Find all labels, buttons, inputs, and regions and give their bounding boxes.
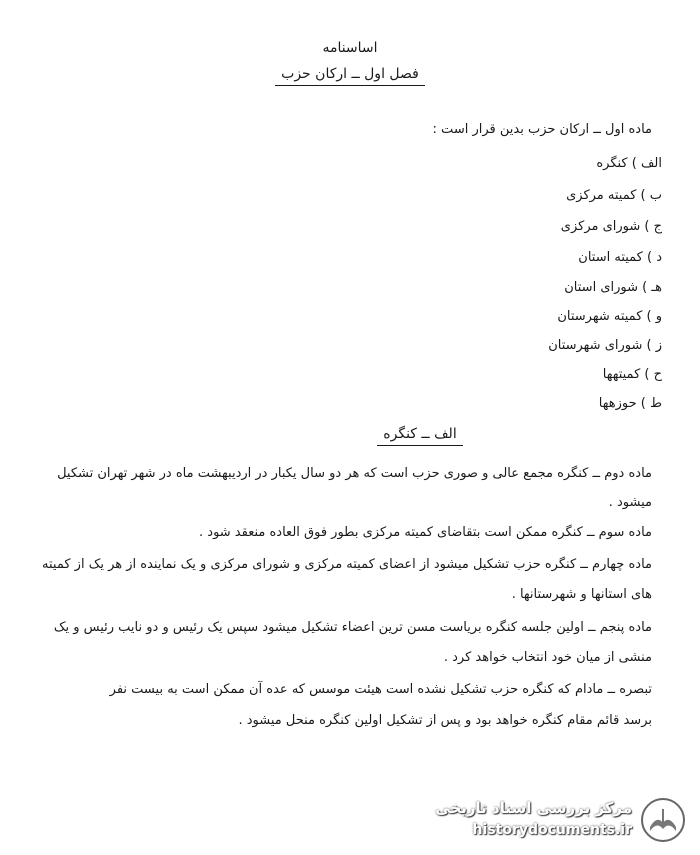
chapter-heading bbox=[0, 66, 700, 82]
chapter-heading-text: فصل اول ــ ارکان حزب bbox=[275, 66, 425, 86]
paragraph-line: ماده سوم ــ کنگره ممکن است بتقاضای کمیته مرکزی بطور فوق العاده منعقد شود . bbox=[199, 525, 652, 540]
organ-list-item: و ) کمیته شهرستان bbox=[557, 309, 662, 324]
document-title: اساسنامه bbox=[322, 40, 378, 56]
book-icon bbox=[640, 797, 686, 843]
watermark bbox=[406, 795, 686, 845]
paragraph-line: منشی از میان خود انتخاب خواهد کرد . bbox=[443, 650, 652, 665]
organ-list-item: ز ) شورای شهرستان bbox=[548, 338, 662, 353]
paragraph-line: تبصره ــ مادام که کنگره حزب تشکیل نشده است هیئت موسس که عده آن ممکن است به بیست نفر bbox=[109, 682, 652, 697]
organ-list-item: ب ) کمیته مرکزی bbox=[566, 188, 662, 203]
organ-list-item: هـ ) شورای استان bbox=[564, 280, 662, 295]
organ-list-item: الف ) کنگره bbox=[596, 156, 662, 171]
paragraph-line: های استانها و شهرستانها . bbox=[511, 587, 652, 602]
article-1-intro: ماده اول ــ ارکان حزب بدین قرار است : bbox=[432, 122, 652, 137]
organ-list-item: ط ) حوزهها bbox=[598, 396, 662, 411]
section-heading-text: الف ــ کنگره bbox=[377, 426, 462, 446]
organ-list-item: ح ) کمیتهها bbox=[602, 367, 662, 382]
organ-list-item: د ) کمیته استان bbox=[578, 250, 662, 265]
organ-list-item: ج ) شورای مرکزی bbox=[560, 219, 662, 234]
section-heading bbox=[360, 426, 480, 442]
watermark-url[interactable]: historydocuments.ir bbox=[472, 822, 632, 838]
paragraph-line: برسد قائم مقام کنگره خواهد بود و پس از تشکیل اولین کنگره منحل میشود . bbox=[238, 713, 652, 728]
paragraph-line: ماده دوم ــ کنگره مجمع عالی و صوری حزب است که هر دو سال یکبار در اردیبهشت ماه در شهر تهران تشکیل bbox=[57, 466, 652, 481]
watermark-name: مرکز بررسی اسناد تاریخی bbox=[435, 799, 632, 817]
paragraph-line: میشود . bbox=[608, 495, 652, 510]
paragraph-line: ماده چهارم ــ کنگره حزب تشکیل میشود از اعضای کمیته مرکزی و شورای مرکزی و یک نماینده از هر یک از کمیته bbox=[42, 557, 652, 572]
paragraph-line: ماده پنجم ــ اولین جلسه کنگره بریاست مسن ترین اعضاء تشکیل میشود سپس یک رئیس و دو نایب رئیس و یک bbox=[53, 620, 652, 635]
